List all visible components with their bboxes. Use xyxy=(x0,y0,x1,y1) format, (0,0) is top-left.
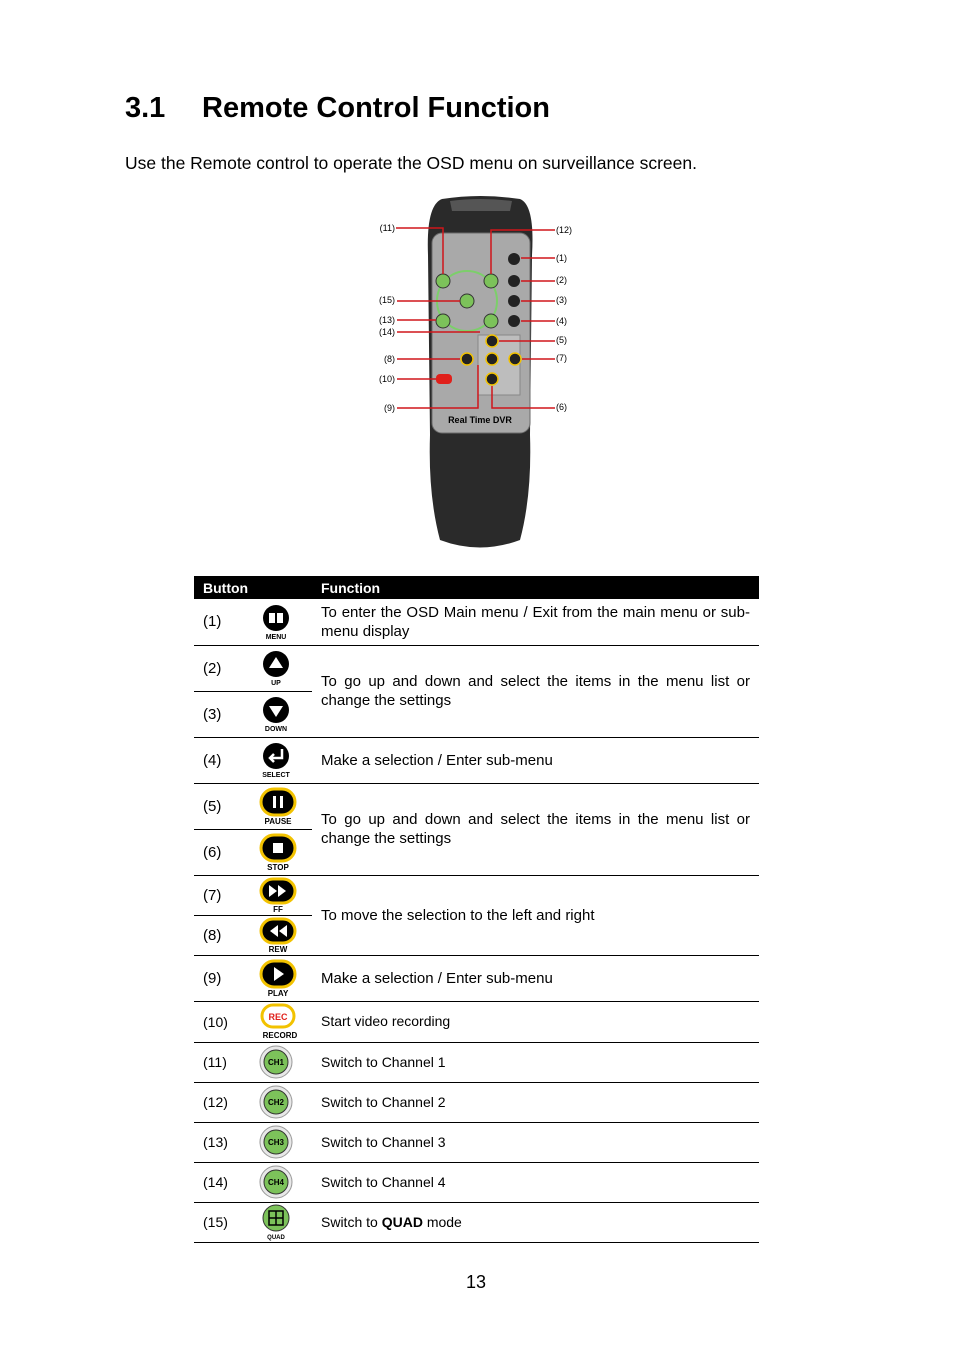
callout-9: (9) xyxy=(384,403,395,413)
remote-brand-label: Real Time DVR xyxy=(448,415,512,425)
table-row xyxy=(194,1162,759,1202)
svg-text:PLAY: PLAY xyxy=(268,989,289,997)
row-number: (6) xyxy=(194,829,252,875)
svg-text:STOP: STOP xyxy=(267,863,290,871)
svg-text:SELECT: SELECT xyxy=(262,772,291,779)
callout-12: (12) xyxy=(556,225,573,235)
svg-text:CH4: CH4 xyxy=(268,1178,285,1187)
channel-4-icon xyxy=(252,1162,312,1202)
row-description: To enter the OSD Main menu / Exit from the main menu or sub-menu display xyxy=(312,599,759,645)
svg-text:UP: UP xyxy=(271,680,282,687)
row-number: (2) xyxy=(194,645,252,691)
callout-7: (7) xyxy=(556,353,567,363)
row-number: (1) xyxy=(194,599,252,645)
row-number: (12) xyxy=(194,1082,252,1122)
svg-text:MENU: MENU xyxy=(266,633,287,641)
row-description: To move the selection to the left and right xyxy=(312,875,759,955)
fast-forward-icon xyxy=(252,875,312,915)
svg-text:REC: REC xyxy=(268,1011,288,1022)
callout-15: (15) xyxy=(378,295,395,305)
callout-13: (13) xyxy=(378,315,395,325)
callout-2: (2) xyxy=(556,275,567,285)
row-number: (7) xyxy=(194,875,252,915)
table-row xyxy=(194,1001,759,1042)
svg-text:QUAD: QUAD xyxy=(267,1235,286,1241)
table-header-row xyxy=(194,576,759,599)
row-number: (15) xyxy=(194,1202,252,1242)
table-row xyxy=(194,1202,759,1242)
svg-text:REW: REW xyxy=(269,945,288,953)
header-function: Function xyxy=(312,576,759,599)
stop-icon xyxy=(252,829,312,875)
svg-text:CH2: CH2 xyxy=(268,1098,285,1107)
section-heading xyxy=(125,92,550,125)
svg-text:PAUSE: PAUSE xyxy=(264,817,292,825)
callout-5: (5) xyxy=(556,335,567,345)
table-row xyxy=(194,783,759,829)
svg-text:DOWN: DOWN xyxy=(265,726,288,733)
up-arrow-icon xyxy=(252,645,312,691)
row-description: Make a selection / Enter sub-menu xyxy=(312,737,759,783)
row-description: Switch to QUAD mode xyxy=(312,1202,759,1242)
button-function-table xyxy=(194,576,759,1243)
row-description: Switch to Channel 2 xyxy=(312,1082,759,1122)
record-icon xyxy=(252,1001,312,1042)
header-button: Button xyxy=(194,576,312,599)
row-number: (3) xyxy=(194,691,252,737)
table-row xyxy=(194,737,759,783)
pause-icon xyxy=(252,783,312,829)
row-number: (11) xyxy=(194,1042,252,1082)
rewind-icon xyxy=(252,915,312,955)
table-row xyxy=(194,955,759,1001)
remote-control-figure xyxy=(370,195,590,555)
table-row xyxy=(194,1082,759,1122)
row-description: To go up and down and select the items in the menu list or change the settings xyxy=(312,645,759,737)
channel-3-icon xyxy=(252,1122,312,1162)
row-number: (14) xyxy=(194,1162,252,1202)
channel-2-icon xyxy=(252,1082,312,1122)
row-number: (10) xyxy=(194,1001,252,1042)
svg-text:RECORD: RECORD xyxy=(263,1030,298,1040)
channel-1-icon xyxy=(252,1042,312,1082)
callout-4: (4) xyxy=(556,316,567,326)
callout-8: (8) xyxy=(384,354,395,364)
row-description: Switch to Channel 3 xyxy=(312,1122,759,1162)
table-row xyxy=(194,1122,759,1162)
section-number: 3.1 xyxy=(125,92,166,124)
row-number: (4) xyxy=(194,737,252,783)
row-number: (8) xyxy=(194,915,252,955)
table-row xyxy=(194,875,759,915)
intro-paragraph: Use the Remote control to operate the OSD menu on surveillance screen. xyxy=(125,153,697,173)
callout-1: (1) xyxy=(556,253,567,263)
row-description: Switch to Channel 1 xyxy=(312,1042,759,1082)
row-description: To go up and down and select the items in the menu list or change the settings xyxy=(312,783,759,875)
section-title: Remote Control Function xyxy=(202,92,550,124)
page-number: 13 xyxy=(466,1272,487,1292)
play-icon xyxy=(252,955,312,1001)
row-number: (13) xyxy=(194,1122,252,1162)
enter-icon xyxy=(252,737,312,783)
callout-6: (6) xyxy=(556,402,567,412)
svg-text:FF: FF xyxy=(273,905,284,913)
row-description: Switch to Channel 4 xyxy=(312,1162,759,1202)
table-row xyxy=(194,1042,759,1082)
row-number: (9) xyxy=(194,955,252,1001)
callout-11: (11) xyxy=(379,223,395,233)
table-row xyxy=(194,645,759,691)
down-arrow-icon xyxy=(252,691,312,737)
row-description: Start video recording xyxy=(312,1001,759,1042)
row-number: (5) xyxy=(194,783,252,829)
callout-14: (14) xyxy=(378,327,395,337)
row-description: Make a selection / Enter sub-menu xyxy=(312,955,759,1001)
callout-10: (10) xyxy=(378,374,395,384)
remote-control-illustration xyxy=(370,195,590,555)
menu-book-icon xyxy=(252,599,312,645)
callout-3: (3) xyxy=(556,295,567,305)
table-row xyxy=(194,599,759,645)
quad-grid-icon xyxy=(252,1202,312,1242)
svg-text:CH3: CH3 xyxy=(268,1138,285,1147)
svg-text:CH1: CH1 xyxy=(268,1058,285,1067)
